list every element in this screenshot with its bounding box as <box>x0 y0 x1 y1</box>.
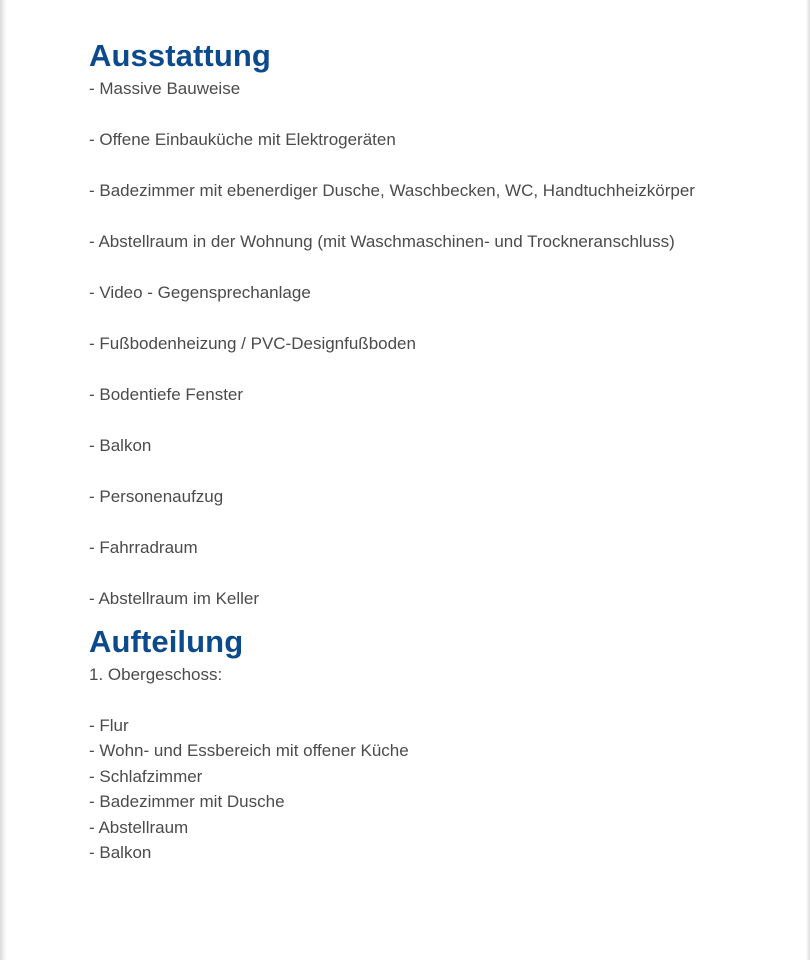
ausstattung-item: - Abstellraum im Keller <box>89 589 260 608</box>
aufteilung-item: - Wohn- und Essbereich mit offener Küche <box>89 741 409 761</box>
floor-label: 1. Obergeschoss: <box>89 665 223 684</box>
ausstattung-item: - Badezimmer mit ebenerdiger Dusche, Waschbecken, WC, Handtuchheizkörper <box>89 181 695 200</box>
section-aufteilung <box>89 622 779 865</box>
page-right-edge <box>806 0 810 960</box>
ausstattung-item: - Balkon <box>89 436 152 455</box>
ausstattung-item: - Personenaufzug <box>89 487 224 506</box>
page-left-edge <box>0 0 7 960</box>
ausstattung-list <box>89 76 779 611</box>
ausstattung-item: - Abstellraum in der Wohnung (mit Waschmaschinen- und Trockneranschluss) <box>89 232 675 251</box>
document-content <box>89 36 779 865</box>
aufteilung-item: - Schlafzimmer <box>89 766 203 786</box>
ausstattung-item: - Massive Bauweise <box>89 79 241 98</box>
ausstattung-item: - Fußbodenheizung / PVC-Designfußboden <box>89 334 416 353</box>
aufteilung-list <box>89 713 779 865</box>
ausstattung-item: - Bodentiefe Fenster <box>89 385 244 404</box>
heading-ausstattung: Ausstattung <box>89 38 271 73</box>
ausstattung-item: - Fahrradraum <box>89 538 198 557</box>
aufteilung-item: - Balkon <box>89 843 152 863</box>
aufteilung-item: - Abstellraum <box>89 817 189 837</box>
heading-aufteilung: Aufteilung <box>89 624 244 659</box>
ausstattung-item: - Video - Gegensprechanlage <box>89 283 311 302</box>
ausstattung-item: - Offene Einbauküche mit Elektrogeräten <box>89 130 396 149</box>
section-ausstattung <box>89 36 779 611</box>
aufteilung-item: - Badezimmer mit Dusche <box>89 792 285 812</box>
aufteilung-item: - Flur <box>89 716 129 735</box>
